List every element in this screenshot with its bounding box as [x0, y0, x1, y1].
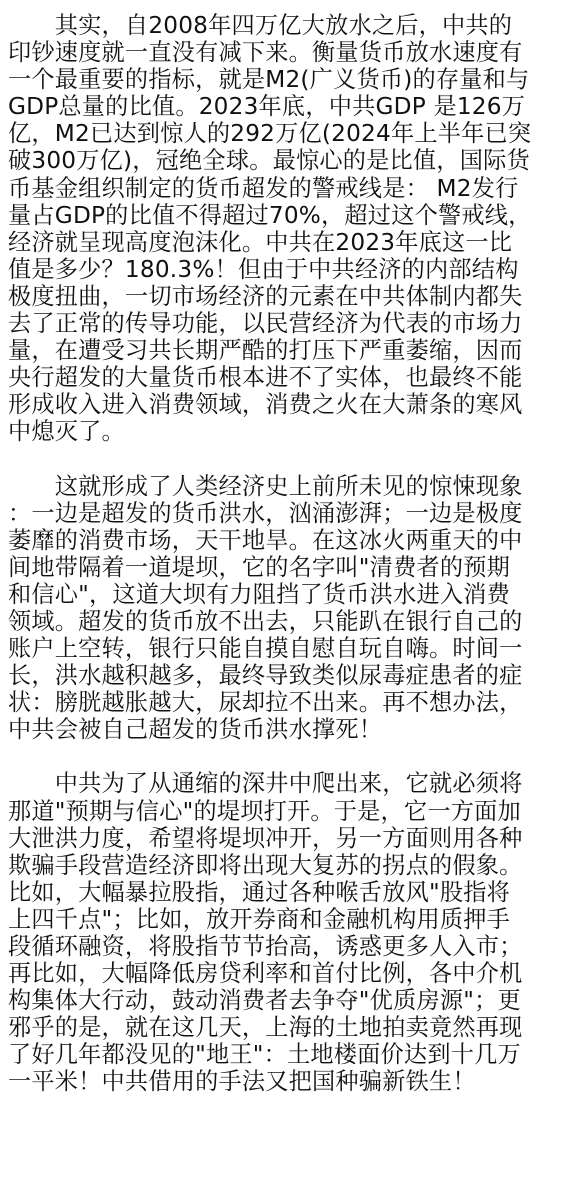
- text-line: 币基金组织制定的货币超发的警戒线是： M2发行: [8, 174, 519, 202]
- text-line: 经济就呈现高度泡沫化。中共在2023年底这一比: [8, 228, 513, 256]
- text-line: GDP总量的比值。2023年底，中共GDP 是126万: [8, 93, 526, 121]
- text-line: 中共会被自己超发的货币洪水撑死！: [8, 716, 383, 744]
- paragraph-gap: [8, 743, 565, 770]
- text-line: 长，洪水越积越多，最终导致类似尿毒症患者的症: [8, 662, 523, 690]
- paragraph-3: [8, 770, 565, 1095]
- screenshot-bottom-edge: [0, 1190, 571, 1200]
- text-line: 量，在遭受习共长期严酷的打压下严重萎缩，因而: [8, 337, 523, 365]
- text-line: 构集体大行动，鼓动消费者去争夺"优质房源"；更: [8, 987, 521, 1015]
- text-line: 欺骗手段营造经济即将出现大复苏的拐点的假象。: [8, 851, 523, 879]
- text-line: 上四千点"；比如，放开券商和金融机构用质押手: [8, 905, 511, 933]
- text-line: 亿，M2已达到惊人的292万亿(2024年上半年已突: [8, 120, 532, 148]
- text-line: 破300万亿)，冠绝全球。最惊心的是比值，国际货: [8, 147, 530, 175]
- text-line: ：一边是超发的货币洪水，汹涌澎湃；一边是极度: [8, 499, 523, 527]
- text-line: 一平米！中共借用的手法又把国种骗新铁生！: [8, 1068, 476, 1096]
- text-line: 和信心"，这道大坝有力阻挡了货币洪水进入消费: [8, 580, 511, 608]
- paragraph-1: [8, 12, 565, 446]
- text-line: 比如，大幅暴拉股指，通过各种喉舌放风"股指将: [8, 878, 511, 906]
- text-line: 央行超发的大量货币根本进不了实体，也最终不能: [8, 364, 523, 392]
- text-line: 状：膀胱越胀越大，尿却拉不出来。再不想办法，: [8, 689, 523, 717]
- paragraph-gap: [8, 446, 565, 473]
- text-line: 值是多少？180.3%！但由于中共经济的内部结构: [8, 255, 519, 283]
- text-line: 了好几年都没见的"地王"：土地楼面价达到十几万: [8, 1041, 521, 1069]
- text-line: 形成收入进入消费领域，消费之火在大萧条的寒风: [8, 391, 523, 419]
- text-line: 邪乎的是，就在这几天，上海的土地拍卖竟然再现: [8, 1014, 523, 1042]
- text-line: 印钞速度就一直没有减下来。衡量货币放水速度有: [8, 39, 523, 67]
- text-line: 那道"预期与信心"的堤坝打开。于是，它一方面加: [8, 797, 521, 825]
- text-line: 中熄灭了。: [8, 418, 125, 446]
- text-line: 段循环融资，将股指节节抬高，诱惑更多人入市；: [8, 933, 523, 960]
- text-line: 萎靡的消费市场，天干地旱。在这冰火两重天的中: [8, 526, 523, 554]
- paragraph-2: [8, 473, 565, 744]
- text-line: 中共为了从通缩的深井中爬出来，它就必须将: [8, 770, 523, 798]
- text-line: 极度扭曲，一切市场经济的元素在中共体制内都失: [8, 282, 523, 310]
- text-line: 领域。超发的货币放不出去，只能趴在银行自己的: [8, 607, 523, 635]
- text-line: 间地带隔着一道堤坝，它的名字叫"清费者的预期: [8, 553, 511, 581]
- text-line: 一个最重要的指标，就是M2(广义货币)的存量和与: [8, 66, 530, 94]
- article-body: [8, 12, 565, 1096]
- text-line: 其实，自2008年四万亿大放水之后，中共的: [8, 12, 513, 39]
- text-line: 去了正常的传导功能，以民营经济为代表的市场力: [8, 310, 523, 338]
- text-line: 再比如，大幅降低房贷利率和首付比例，各中介机: [8, 960, 523, 988]
- text-line: 这就形成了人类经济史上前所未见的惊悚现象: [8, 472, 523, 500]
- text-line: 量占GDP的比值不得超过70%，超过这个警戒线，: [8, 201, 532, 229]
- text-line: 账户上空转，银行只能自摸自慰自玩自嗨。时间一: [8, 635, 523, 663]
- text-line: 大泄洪力度，希望将堤坝冲开，另一方面则用各种: [8, 824, 523, 852]
